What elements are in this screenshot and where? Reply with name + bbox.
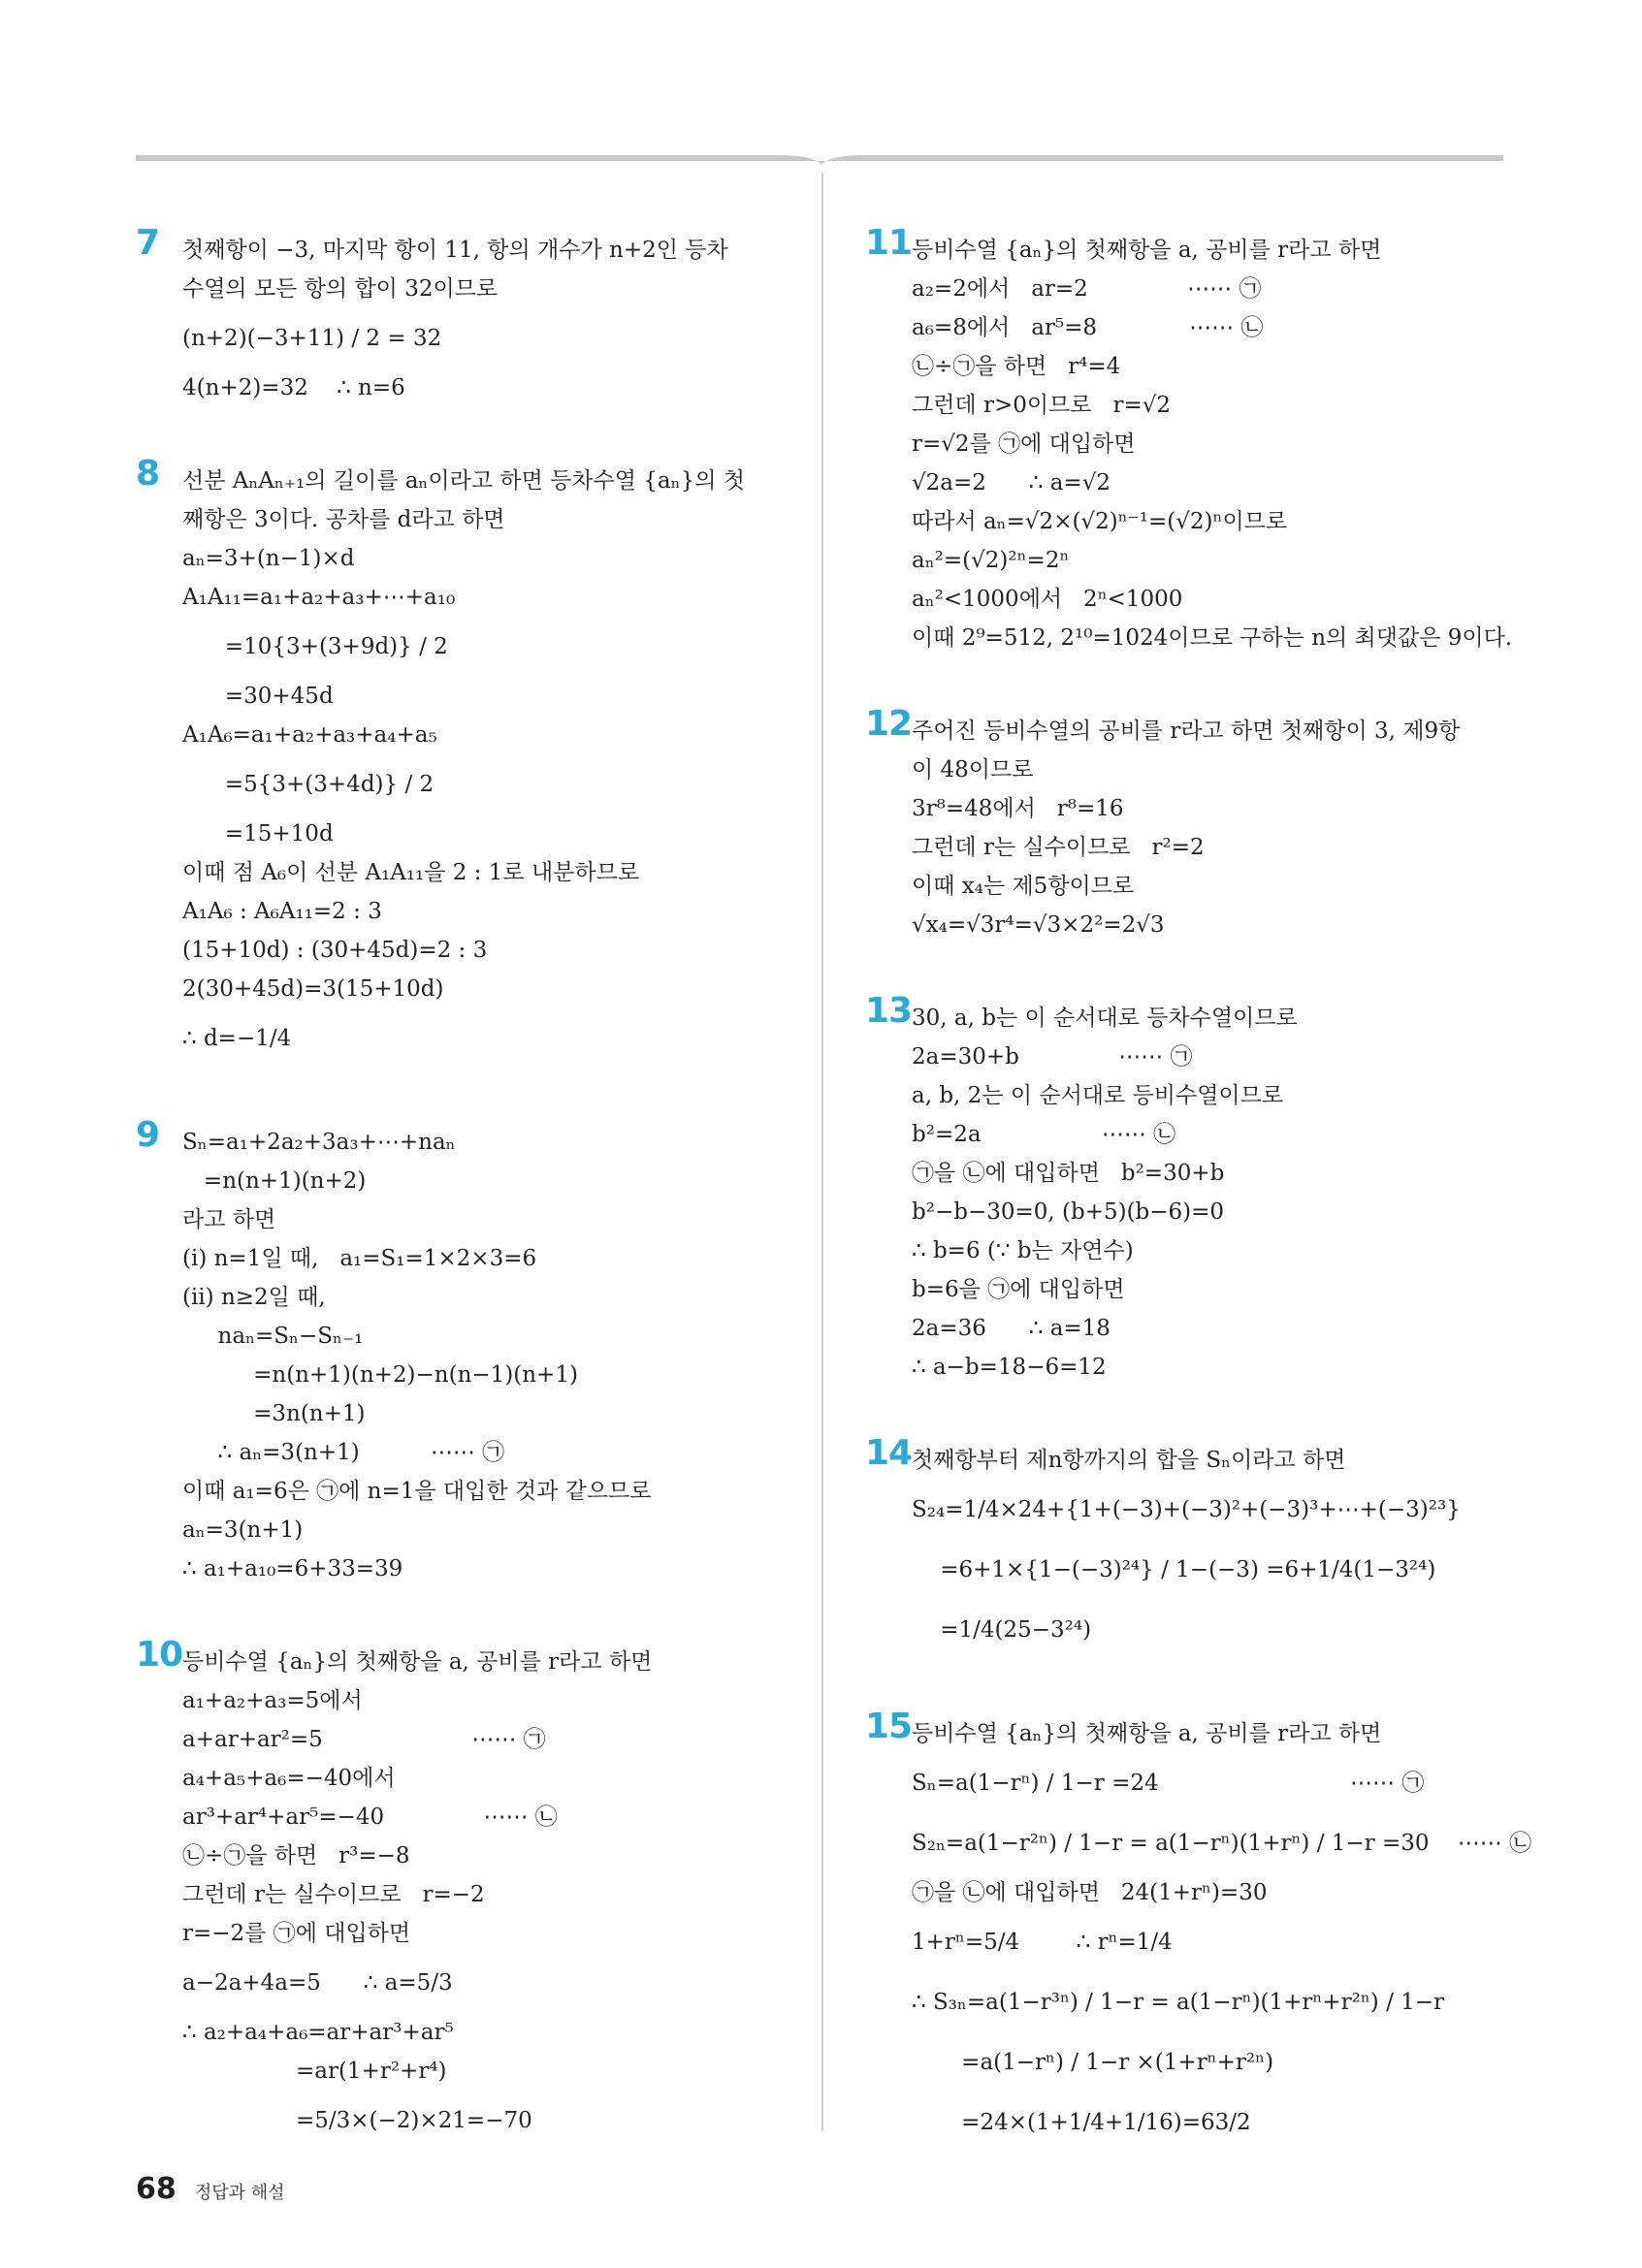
solution-line: ㉠을 ㉡에 대입하면 b²=30+b xyxy=(912,1161,1225,1186)
solution-line: A₁A₁₁=a₁+a₂+a₃+⋯+a₁₀ xyxy=(182,585,456,610)
solution-line: naₙ=Sₙ−Sₙ₋₁ xyxy=(182,1324,364,1349)
solution-line: 그런데 r는 실수이므로 r²=2 xyxy=(912,835,1205,860)
problem-number: 10 xyxy=(136,1635,183,1675)
solution-line: ∴ d=−1/4 xyxy=(182,1026,292,1051)
solution-line: aₙ²<1000에서 2ⁿ<1000 xyxy=(912,587,1183,612)
problem-number: 12 xyxy=(865,704,913,744)
solution-line: aₙ=3(n+1) xyxy=(182,1517,304,1543)
solution-line: S₂₄=1/4×24+{1+(−3)+(−3)²+(−3)³+⋯+(−3)²³} xyxy=(912,1497,1461,1522)
solution-line: 째항은 3이다. 공차를 d라고 하면 xyxy=(182,507,505,532)
solution-line: 1+rⁿ=5/4 ∴ rⁿ=1/4 xyxy=(912,1930,1173,1955)
solution-line: =24×(1+1/4+1/16)=63/2 xyxy=(912,2110,1251,2135)
solution-line: aₙ²=(√2)²ⁿ=2ⁿ xyxy=(912,548,1070,573)
problem-7 xyxy=(136,223,757,407)
solution-line: b=6을 ㉠에 대입하면 xyxy=(912,1277,1125,1302)
solution-line: A₁A₆ : A₆A₁₁=2 : 3 xyxy=(182,899,382,924)
solution-line: 이 48이므로 xyxy=(912,757,1034,783)
problem-number: 13 xyxy=(865,991,913,1031)
solution-line: 첫째항부터 제n항까지의 합을 Sₙ이라고 하면 xyxy=(912,1448,1346,1473)
solution-line: 등비수열 {aₙ}의 첫째항을 a, 공비를 r라고 하면 xyxy=(912,238,1382,263)
top-divider-bar xyxy=(136,151,1503,165)
solution-line: A₁A₆=a₁+a₂+a₃+a₄+a₅ xyxy=(182,722,437,748)
solution-line: a₁+a₂+a₃=5에서 xyxy=(182,1688,363,1713)
solution-line: =a(1−rⁿ) / 1−r ×(1+rⁿ+r²ⁿ) xyxy=(912,2050,1274,2075)
problem-9 xyxy=(136,1115,757,1588)
solution-line: =n(n+1)(n+2) xyxy=(182,1168,367,1194)
solution-line: 그런데 r는 실수이므로 r=−2 xyxy=(182,1882,485,1907)
solution-line: r=−2를 ㉠에 대입하면 xyxy=(182,1921,411,1946)
problem-14 xyxy=(865,1433,1486,1660)
solution-line: 이때 2⁹=512, 2¹⁰=1024이므로 구하는 n의 최댓값은 9이다. xyxy=(912,625,1513,651)
solution-line: 라고 하면 xyxy=(182,1207,276,1232)
solution-line: b²=2a ⋯⋯ ㉡ xyxy=(912,1122,1176,1147)
solution-line: 수열의 모든 항의 합이 32이므로 xyxy=(182,276,499,302)
solution-line: ㉡÷㉠을 하면 r³=−8 xyxy=(182,1843,410,1869)
solution-line: 2(30+45d)=3(15+10d) xyxy=(182,976,444,1002)
solution-line: (15+10d) : (30+45d)=2 : 3 xyxy=(182,938,488,963)
solution-line: a₆=8에서 ar⁵=8 ⋯⋯ ㉡ xyxy=(912,315,1264,340)
page-number: 68 xyxy=(136,2172,177,2206)
solution-line: a−2a+4a=5 ∴ a=5/3 xyxy=(182,1970,453,1996)
solution-line: 이때 x₄는 제5항이므로 xyxy=(912,874,1135,899)
solution-line: 선분 AₙAₙ₊₁의 길이를 aₙ이라고 하면 등차수열 {aₙ}의 첫 xyxy=(182,468,745,494)
solution-line: r=√2를 ㉠에 대입하면 xyxy=(912,431,1136,457)
solution-line: =30+45d xyxy=(182,684,334,709)
solution-line: ar³+ar⁴+ar⁵=−40 ⋯⋯ ㉡ xyxy=(182,1805,558,1830)
solution-line: ∴ aₙ=3(n+1) ⋯⋯ ㉠ xyxy=(182,1440,505,1465)
solution-line: 이때 a₁=6은 ㉠에 n=1을 대입한 것과 같으므로 xyxy=(182,1479,652,1504)
solution-line: 등비수열 {aₙ}의 첫째항을 a, 공비를 r라고 하면 xyxy=(182,1649,653,1675)
solution-line: (n+2)(−3+11) / 2 = 32 xyxy=(182,326,442,351)
solution-line: 30, a, b는 이 순서대로 등차수열이므로 xyxy=(912,1006,1298,1031)
left-column xyxy=(136,223,757,2205)
solution-line: =ar(1+r²+r⁴) xyxy=(182,2059,447,2084)
problem-number: 14 xyxy=(865,1433,913,1473)
solution-line: √x₄=√3r⁴=√3×2²=2√3 xyxy=(912,912,1165,938)
solution-line: a, b, 2는 이 순서대로 등비수열이므로 xyxy=(912,1083,1284,1108)
page-label: 정답과 해설 xyxy=(194,2183,285,2203)
solution-line: 4(n+2)=32 ∴ n=6 xyxy=(182,375,405,400)
problem-number: 9 xyxy=(136,1115,160,1155)
solution-line: =5{3+(3+4d)} / 2 xyxy=(182,772,435,797)
solution-line: 등비수열 {aₙ}의 첫째항을 a, 공비를 r라고 하면 xyxy=(912,1721,1382,1746)
solution-line: ㉠을 ㉡에 대입하면 24(1+rⁿ)=30 xyxy=(912,1880,1268,1905)
solution-line: ∴ a₁+a₁₀=6+33=39 xyxy=(182,1556,403,1581)
problem-11 xyxy=(865,223,1513,657)
solution-line: ∴ a₂+a₄+a₆=ar+ar³+ar⁵ xyxy=(182,2020,454,2045)
solution-line: 2a=30+b ⋯⋯ ㉠ xyxy=(912,1044,1193,1070)
solution-line: S₂ₙ=a(1−r²ⁿ) / 1−r = a(1−rⁿ)(1+rⁿ) / 1−r =30 ⋯⋯ ㉡ xyxy=(912,1831,1532,1856)
solution-line: =1/4(25−3²⁴) xyxy=(912,1617,1092,1643)
solution-line: =10{3+(3+9d)} / 2 xyxy=(182,634,448,659)
solution-line: ∴ b=6 (∵ b는 자연수) xyxy=(912,1238,1134,1263)
solution-line: (ⅰ) n=1일 때, a₁=S₁=1×2×3=6 xyxy=(182,1246,537,1271)
solution-line: =5/3×(−2)×21=−70 xyxy=(182,2108,532,2133)
solution-line: a+ar+ar²=5 ⋯⋯ ㉠ xyxy=(182,1727,546,1752)
problem-12 xyxy=(865,704,1486,944)
problem-number: 7 xyxy=(136,223,160,263)
solution-line: (ⅱ) n≥2일 때, xyxy=(182,1285,326,1310)
problem-number: 15 xyxy=(865,1707,913,1746)
solution-line: =n(n+1)(n+2)−n(n−1)(n+1) xyxy=(182,1362,578,1388)
solution-line: ∴ a−b=18−6=12 xyxy=(912,1355,1107,1380)
solution-line: a₂=2에서 ar=2 ⋯⋯ ㉠ xyxy=(912,276,1262,302)
solution-line: =15+10d xyxy=(182,821,334,847)
solution-line: 첫째항이 −3, 마지막 항이 11, 항의 개수가 n+2인 등차 xyxy=(182,238,728,263)
column-divider xyxy=(821,173,823,2131)
solution-line: aₙ=3+(n−1)×d xyxy=(182,546,355,571)
solution-line: ∴ S₃ₙ=a(1−r³ⁿ) / 1−r = a(1−rⁿ)(1+rⁿ+r²ⁿ) / 1−r xyxy=(912,1990,1445,2015)
solution-line: a₄+a₅+a₆=−40에서 xyxy=(182,1766,396,1791)
solution-line: 그런데 r>0이므로 r=√2 xyxy=(912,393,1172,418)
problem-number: 8 xyxy=(136,454,160,494)
solution-line: b²−b−30=0, (b+5)(b−6)=0 xyxy=(912,1199,1225,1225)
page-footer xyxy=(136,2172,285,2206)
problem-15 xyxy=(865,1707,1532,2153)
solution-line: Sₙ=a₁+2a₂+3a₃+⋯+naₙ xyxy=(182,1130,456,1155)
problem-13 xyxy=(865,991,1486,1387)
right-column xyxy=(865,223,1532,2207)
solution-line: 따라서 aₙ=√2×(√2)ⁿ⁻¹=(√2)ⁿ이므로 xyxy=(912,509,1288,534)
solution-line: 이때 점 A₆이 선분 A₁A₁₁을 2 : 1로 내분하므로 xyxy=(182,860,640,885)
problem-8 xyxy=(136,454,757,1069)
solution-line: ㉡÷㉠을 하면 r⁴=4 xyxy=(912,354,1121,379)
problem-10 xyxy=(136,1635,757,2151)
solution-line: 주어진 등비수열의 공비를 r라고 하면 첫째항이 3, 제9항 xyxy=(912,719,1461,744)
solution-line: =3n(n+1) xyxy=(182,1401,366,1426)
solution-line: =6+1×{1−(−3)²⁴} / 1−(−3) =6+1/4(1−3²⁴) xyxy=(912,1557,1436,1582)
solution-line: 2a=36 ∴ a=18 xyxy=(912,1316,1111,1341)
problem-number: 11 xyxy=(865,223,913,263)
solution-line: Sₙ=a(1−rⁿ) / 1−r =24 ⋯⋯ ㉠ xyxy=(912,1771,1425,1796)
solution-line: √2a=2 ∴ a=√2 xyxy=(912,470,1111,495)
solution-line: 3r⁸=48에서 r⁸=16 xyxy=(912,796,1124,821)
